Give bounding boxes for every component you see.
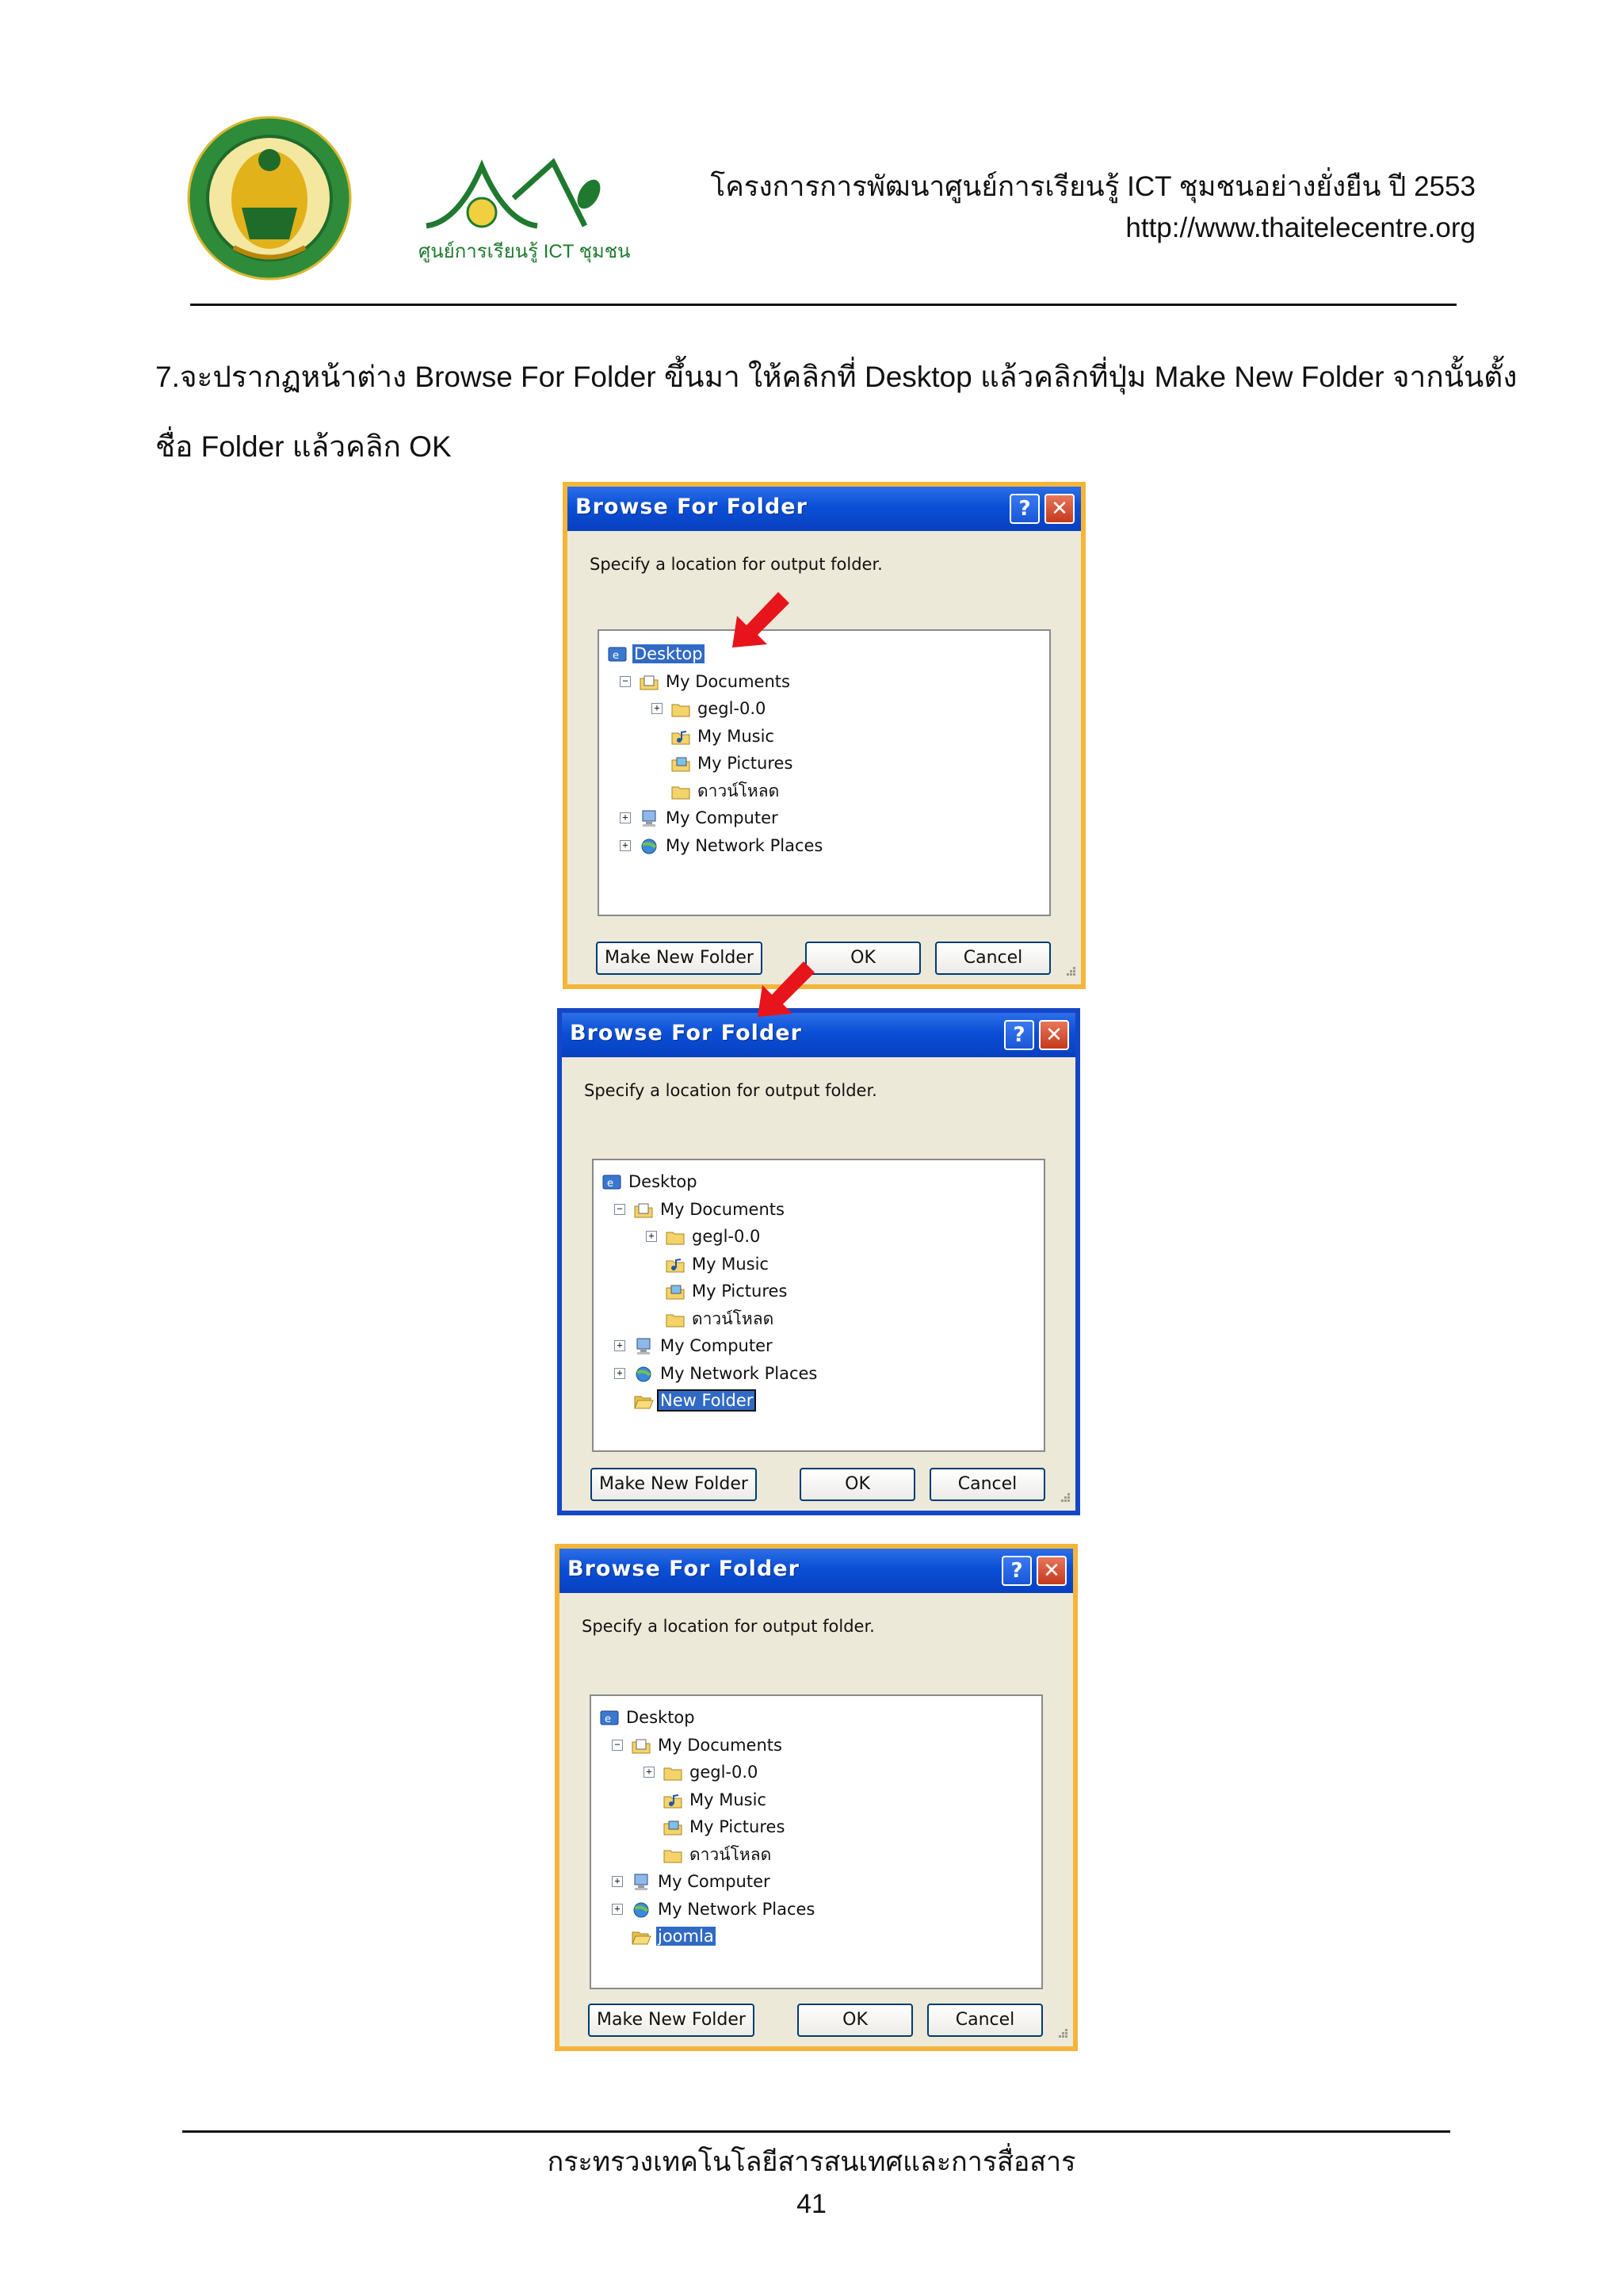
- tree-node[interactable]: [670, 779, 781, 803]
- tree-expander-minus-icon[interactable]: −: [614, 1204, 625, 1215]
- tree-node[interactable]: [639, 806, 780, 830]
- desktop-icon: [599, 1708, 624, 1727]
- tree-expander-minus-icon[interactable]: −: [620, 676, 631, 687]
- tree-node-label: ดาวน์โหลด: [689, 1844, 772, 1864]
- folder-icon: [663, 1763, 688, 1782]
- tree-expander-plus-icon[interactable]: +: [612, 1904, 623, 1915]
- dialog-instruction: Specify a location for output folder.: [582, 1617, 875, 1636]
- ok-button[interactable]: OK: [805, 942, 921, 975]
- tree-expander-plus-icon[interactable]: +: [643, 1767, 655, 1778]
- tree-node[interactable]: [631, 1924, 716, 1948]
- my-computer-icon: [639, 808, 664, 827]
- dialog-instruction: Specify a location for output folder.: [590, 555, 883, 574]
- folder-icon: [670, 781, 696, 800]
- pictures-folder-icon: [663, 1817, 688, 1836]
- tree-node-label: My Network Places: [658, 1899, 815, 1919]
- browse-for-folder-dialog: [563, 482, 1086, 989]
- project-title: โครงการการพัฒนาศูนย์การเรียนรู้ ICT ชุมชนอย่างยั่งยืน ปี 2553: [710, 171, 1476, 202]
- network-places-icon: [631, 1900, 656, 1919]
- dialog-titlebar[interactable]: [567, 487, 1081, 531]
- tree-node[interactable]: [670, 751, 794, 775]
- network-places-icon: [633, 1364, 659, 1383]
- instruction-line-2: ชื่อ Folder แล้วคลิก OK: [155, 430, 452, 463]
- tree-node-label: My Computer: [666, 808, 778, 827]
- tree-node-label: My Pictures: [689, 1817, 785, 1836]
- network-places-icon: [639, 836, 664, 855]
- help-button[interactable]: ?: [1004, 1020, 1034, 1050]
- help-button[interactable]: ?: [1002, 1556, 1032, 1586]
- tree-node-label: My Documents: [658, 1735, 782, 1755]
- tree-node[interactable]: [663, 1815, 786, 1839]
- tree-node-label: My Music: [692, 1254, 769, 1274]
- dialog-instruction: Specify a location for output folder.: [584, 1081, 877, 1100]
- telecentre-logo: [395, 151, 632, 269]
- cancel-button[interactable]: Cancel: [930, 1468, 1045, 1501]
- dialog-title: Browse For Folder: [575, 495, 808, 519]
- folder-open-icon: [631, 1927, 656, 1946]
- tree-expander-plus-icon[interactable]: +: [620, 812, 631, 823]
- close-icon[interactable]: ✕: [1037, 1556, 1067, 1586]
- folder-icon: [665, 1309, 690, 1328]
- tree-node[interactable]: [631, 1897, 816, 1921]
- tree-node[interactable]: [599, 1706, 697, 1729]
- desktop-icon: [607, 644, 632, 663]
- tree-node[interactable]: [665, 1252, 770, 1276]
- resize-grip-icon[interactable]: [1056, 1492, 1071, 1506]
- tree-node-label: gegl-0.0: [692, 1227, 761, 1246]
- folder-icon: [663, 1845, 688, 1864]
- folder-icon: [670, 699, 696, 718]
- tree-node-label: Desktop: [626, 1708, 695, 1727]
- red-arrow-icon: [751, 952, 823, 1023]
- make-new-folder-button[interactable]: Make New Folder: [596, 942, 762, 975]
- tree-expander-plus-icon[interactable]: +: [651, 703, 663, 714]
- tree-node[interactable]: [631, 1870, 772, 1893]
- help-button[interactable]: ?: [1010, 494, 1040, 524]
- ok-button[interactable]: OK: [800, 1468, 915, 1501]
- telecentre-caption: ศูนย์การเรียนรู้ ICT ชุมชน: [418, 241, 631, 262]
- tree-node-label: Desktop: [634, 644, 703, 663]
- footer-ministry: กระทรวงเทคโนโลยีสารสนเทศและการสื่อสาร: [547, 2147, 1076, 2177]
- make-new-folder-button[interactable]: Make New Folder: [590, 1468, 757, 1501]
- svg-text:e: e: [613, 650, 619, 662]
- tree-node-label: ดาวน์โหลด: [692, 1308, 774, 1328]
- tree-node[interactable]: [670, 724, 776, 748]
- tree-node-label: gegl-0.0: [689, 1763, 758, 1782]
- tree-node[interactable]: [601, 1170, 699, 1194]
- red-arrow-icon: [726, 583, 797, 654]
- tree-node[interactable]: [663, 1843, 773, 1866]
- tree-expander-plus-icon[interactable]: +: [646, 1231, 657, 1242]
- header-rule: [190, 304, 1457, 306]
- tree-node[interactable]: [633, 1362, 819, 1385]
- tree-node-label: ดาวน์โหลด: [697, 781, 780, 800]
- tree-node[interactable]: [633, 1334, 774, 1358]
- my-computer-icon: [633, 1336, 659, 1355]
- tree-node-label: My Music: [697, 726, 774, 746]
- tree-expander-plus-icon[interactable]: +: [614, 1368, 625, 1379]
- ministry-seal-logo: [162, 105, 376, 295]
- folder-icon: [665, 1227, 690, 1246]
- close-icon[interactable]: ✕: [1044, 494, 1075, 524]
- svg-text:e: e: [605, 1713, 611, 1725]
- resize-grip-icon[interactable]: [1062, 965, 1076, 980]
- browse-for-folder-dialog: [555, 1544, 1078, 2051]
- music-folder-icon: [663, 1790, 688, 1809]
- desktop-icon: [601, 1172, 627, 1191]
- tree-node[interactable]: [665, 1307, 775, 1331]
- tree-node-label: My Computer: [658, 1872, 770, 1891]
- tree-node[interactable]: [663, 1760, 759, 1784]
- tree-node[interactable]: [670, 697, 767, 720]
- tree-node-label: My Computer: [660, 1336, 773, 1355]
- music-folder-icon: [670, 727, 696, 746]
- make-new-folder-button[interactable]: Make New Folder: [588, 2004, 754, 2037]
- website-url[interactable]: http://www.thaitelecentre.org: [1125, 212, 1476, 243]
- tree-node[interactable]: [633, 1389, 754, 1412]
- tree-expander-plus-icon[interactable]: +: [614, 1340, 625, 1351]
- svg-text:e: e: [607, 1178, 613, 1190]
- tree-node-label: My Music: [689, 1790, 766, 1809]
- dialog-title: Browse For Folder: [570, 1021, 802, 1045]
- tree-expander-plus-icon[interactable]: +: [620, 840, 631, 851]
- tree-node-label: joomla: [658, 1927, 714, 1946]
- tree-node[interactable]: [639, 670, 792, 693]
- tree-node-label: My Pictures: [697, 754, 793, 773]
- pictures-folder-icon: [670, 754, 696, 773]
- tree-node[interactable]: [633, 1198, 786, 1221]
- tree-node-label: Desktop: [628, 1172, 697, 1191]
- tree-expander-plus-icon[interactable]: +: [612, 1876, 623, 1887]
- music-folder-icon: [665, 1255, 690, 1274]
- folder-open-icon: [633, 1391, 659, 1410]
- my-documents-icon: [631, 1736, 656, 1755]
- close-icon[interactable]: ✕: [1039, 1020, 1069, 1050]
- pictures-folder-icon: [665, 1282, 690, 1301]
- tree-node-label: My Pictures: [692, 1282, 788, 1301]
- tree-node[interactable]: [631, 1733, 784, 1757]
- instruction-line-1: 7.จะปรากฏหน้าต่าง Browse For Folder ขึ้นมา ให้คลิกที่ Desktop แล้วคลิกที่ปุ่ม Make New Folder จากนั้นตั้ง: [155, 361, 1518, 393]
- dialog-title: Browse For Folder: [567, 1557, 800, 1581]
- dialog-titlebar[interactable]: [559, 1549, 1073, 1593]
- tree-node-label: My Network Places: [666, 835, 823, 855]
- tree-expander-minus-icon[interactable]: −: [612, 1740, 623, 1751]
- tree-node[interactable]: [663, 1788, 768, 1812]
- tree-node-label: My Documents: [660, 1199, 785, 1219]
- my-documents-icon: [639, 672, 664, 691]
- cancel-button[interactable]: Cancel: [927, 2004, 1043, 2037]
- my-documents-icon: [633, 1200, 659, 1219]
- tree-node-label: gegl-0.0: [697, 699, 766, 718]
- tree-node[interactable]: [665, 1224, 762, 1248]
- tree-node-label: New Folder: [660, 1391, 754, 1410]
- ok-button[interactable]: OK: [797, 2004, 913, 2037]
- browse-for-folder-dialog: [557, 1008, 1080, 1515]
- tree-node-label: My Documents: [666, 671, 790, 691]
- resize-grip-icon[interactable]: [1054, 2027, 1068, 2042]
- tree-node[interactable]: [665, 1279, 789, 1303]
- my-computer-icon: [631, 1872, 656, 1891]
- cancel-button[interactable]: Cancel: [935, 942, 1051, 975]
- tree-node-label: My Network Places: [660, 1363, 818, 1383]
- tree-node[interactable]: [607, 642, 705, 666]
- tree-node[interactable]: [639, 834, 824, 858]
- footer-rule: [182, 2130, 1450, 2133]
- page-number: 41: [796, 2189, 827, 2219]
